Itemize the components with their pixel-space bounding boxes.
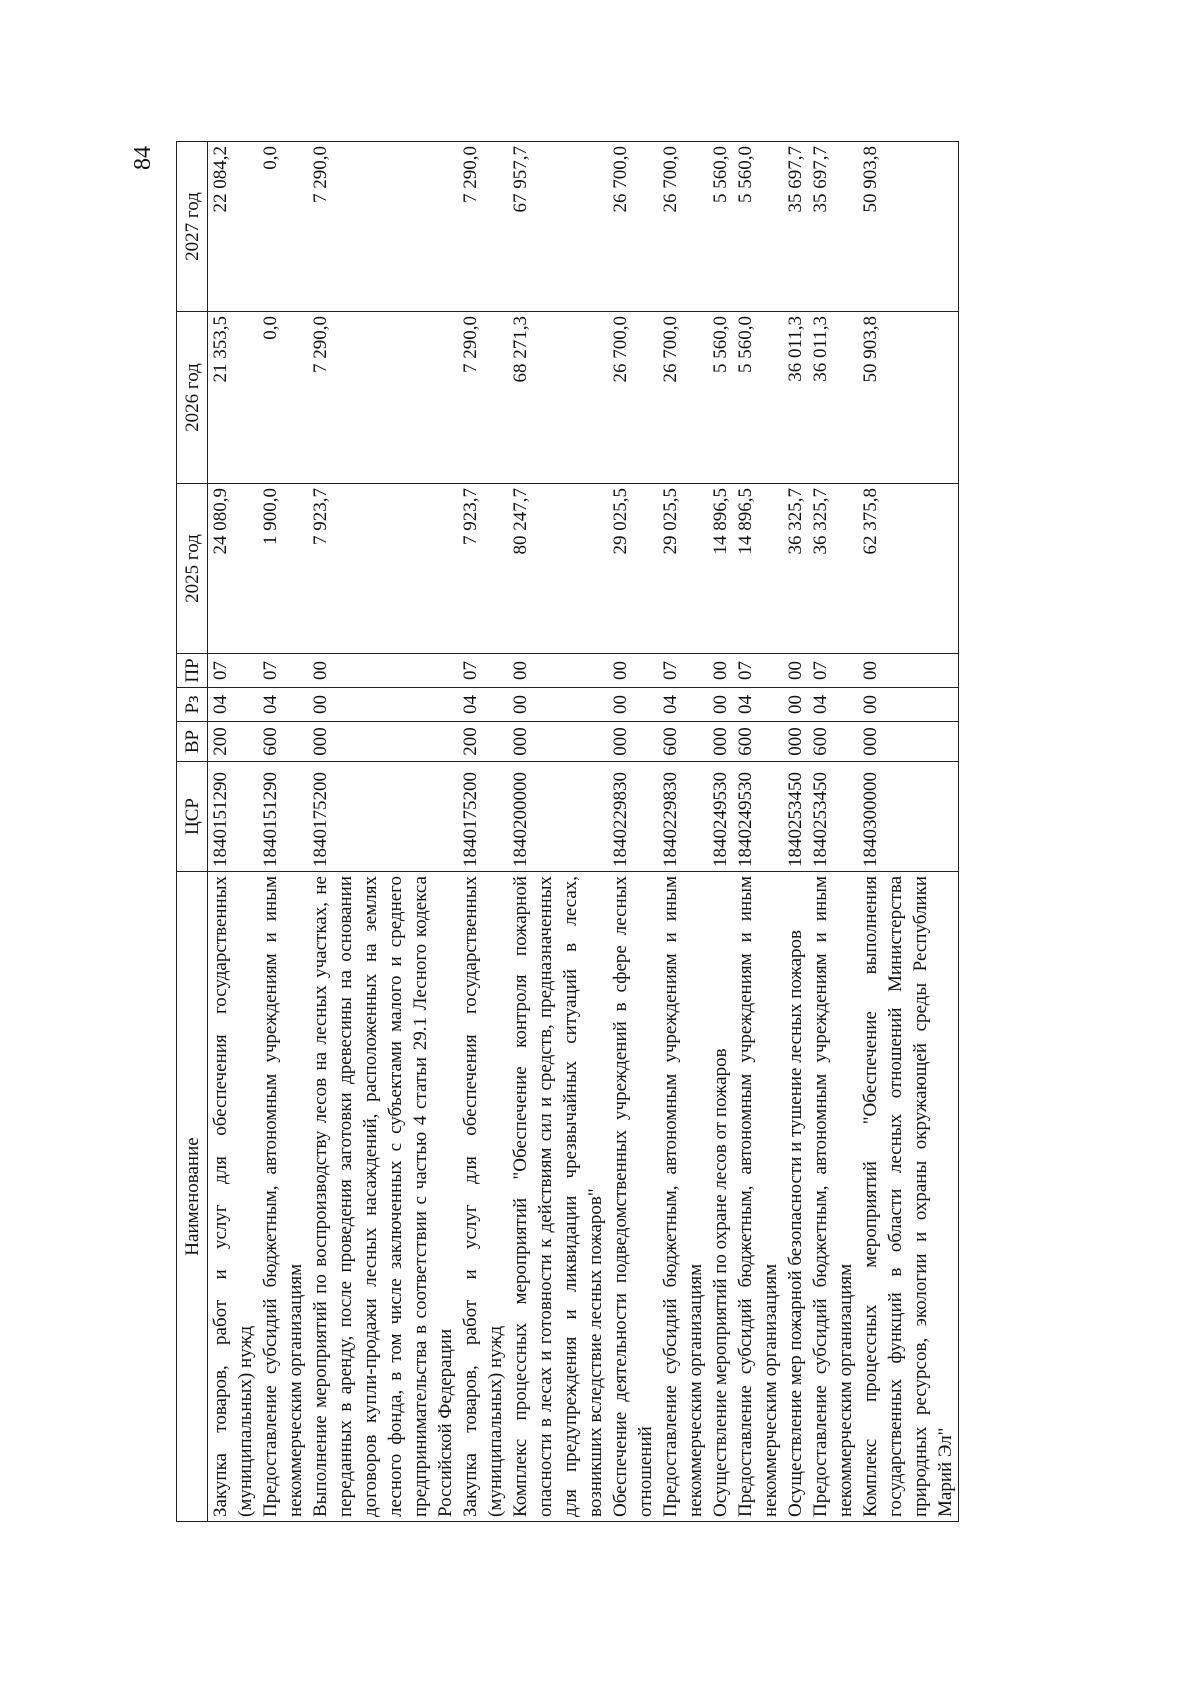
cell-2027: 7 290,0 bbox=[458, 142, 508, 312]
cell-pr: 07 bbox=[733, 654, 783, 688]
cell-2025: 36 325,7 bbox=[783, 484, 808, 654]
header-name: Наименование bbox=[177, 872, 208, 1522]
table-row bbox=[658, 142, 708, 1522]
cell-csr: 1840249530 bbox=[708, 762, 733, 872]
cell-2027: 5 560,0 bbox=[733, 142, 783, 312]
cell-csr: 1840229830 bbox=[608, 762, 658, 872]
cell-2025: 62 375,8 bbox=[858, 484, 959, 654]
cell-2027: 35 697,7 bbox=[783, 142, 808, 312]
cell-2026: 50 903,8 bbox=[858, 312, 959, 484]
cell-csr: 1840200000 bbox=[508, 762, 608, 872]
cell-vr: 000 bbox=[858, 722, 959, 762]
cell-pr: 07 bbox=[808, 654, 858, 688]
cell-csr: 1840253450 bbox=[808, 762, 858, 872]
cell-2025: 7 923,7 bbox=[458, 484, 508, 654]
cell-pr: 07 bbox=[658, 654, 708, 688]
cell-vr: 200 bbox=[458, 722, 508, 762]
cell-name: Обеспечение деятельности подведомственных учреждений в сфере лесных отношений bbox=[608, 872, 658, 1522]
cell-vr: 000 bbox=[308, 722, 458, 762]
cell-name: Комплекс процессных мероприятий "Обеспечение выполнения государственных функций в области лесных отношений Министерства природных ресурсов, экологии и охраны окружающей среды Республики Марий Эл" bbox=[858, 872, 959, 1522]
cell-name: Предоставление субсидий бюджетным, автономным учреждениям и иным некоммерческим организациям bbox=[258, 872, 308, 1522]
cell-2026: 68 271,3 bbox=[508, 312, 608, 484]
cell-name: Осуществление мер пожарной безопасности и тушение лесных пожаров bbox=[783, 872, 808, 1522]
cell-pr: 07 bbox=[208, 654, 259, 688]
cell-2027: 26 700,0 bbox=[608, 142, 658, 312]
cell-pr: 00 bbox=[508, 654, 608, 688]
cell-csr: 1840175200 bbox=[458, 762, 508, 872]
cell-vr: 000 bbox=[608, 722, 658, 762]
budget-table bbox=[176, 141, 959, 1522]
header-2025: 2025 год bbox=[177, 484, 208, 654]
cell-2026: 7 290,0 bbox=[458, 312, 508, 484]
header-2026: 2026 год bbox=[177, 312, 208, 484]
cell-2026: 26 700,0 bbox=[608, 312, 658, 484]
cell-name: Выполнение мероприятий по воспроизводству лесов на лесных участках, не переданных в аренду, после проведения заготовки древесины на основании договоров купли-продажи лесных насаждений, расположенных на землях лесного фонда, в том числе заключенных с субъектами малого и среднего предпринимательства в соответствии с частью 4 статьи 29.1 Лесного кодекса Российской Федерации bbox=[308, 872, 458, 1522]
cell-rz: 00 bbox=[858, 688, 959, 722]
cell-2026: 36 011,3 bbox=[808, 312, 858, 484]
cell-2027: 22 084,2 bbox=[208, 142, 259, 312]
cell-rz: 04 bbox=[258, 688, 308, 722]
cell-2027: 50 903,8 bbox=[858, 142, 959, 312]
cell-rz: 00 bbox=[708, 688, 733, 722]
cell-2025: 80 247,7 bbox=[508, 484, 608, 654]
cell-2027: 35 697,7 bbox=[808, 142, 858, 312]
cell-pr: 07 bbox=[258, 654, 308, 688]
cell-vr: 000 bbox=[508, 722, 608, 762]
cell-rz: 04 bbox=[658, 688, 708, 722]
header-vr: ВР bbox=[177, 722, 208, 762]
cell-vr: 600 bbox=[733, 722, 783, 762]
cell-2025: 36 325,7 bbox=[808, 484, 858, 654]
cell-2025: 1 900,0 bbox=[258, 484, 308, 654]
cell-pr: 00 bbox=[308, 654, 458, 688]
table-row bbox=[508, 142, 608, 1522]
table-body bbox=[208, 142, 959, 1522]
page-number: 84 bbox=[130, 146, 156, 170]
table-row bbox=[458, 142, 508, 1522]
cell-2027: 26 700,0 bbox=[658, 142, 708, 312]
header-2027: 2027 год bbox=[177, 142, 208, 312]
cell-name: Закупка товаров, работ и услуг для обеспечения государственных (муниципальных) нужд bbox=[208, 872, 259, 1522]
cell-2027: 5 560,0 bbox=[708, 142, 733, 312]
table-row bbox=[308, 142, 458, 1522]
cell-pr: 00 bbox=[783, 654, 808, 688]
cell-2025: 14 896,5 bbox=[733, 484, 783, 654]
cell-2026: 21 353,5 bbox=[208, 312, 259, 484]
cell-2027: 67 957,7 bbox=[508, 142, 608, 312]
cell-name: Комплекс процессных мероприятий "Обеспечение контроля пожарной опасности в лесах и готовности к действиям сил и средств, предназначенных для предупреждения и ликвидации чрезвычайных ситуаций в лесах, возникших вследствие лесных пожаров" bbox=[508, 872, 608, 1522]
cell-2026: 36 011,3 bbox=[783, 312, 808, 484]
cell-2025: 14 896,5 bbox=[708, 484, 733, 654]
cell-csr: 1840151290 bbox=[208, 762, 259, 872]
cell-vr: 600 bbox=[808, 722, 858, 762]
cell-csr: 1840175200 bbox=[308, 762, 458, 872]
cell-2025: 29 025,5 bbox=[658, 484, 708, 654]
cell-vr: 600 bbox=[658, 722, 708, 762]
cell-vr: 600 bbox=[258, 722, 308, 762]
cell-name: Закупка товаров, работ и услуг для обеспечения государственных (муниципальных) нужд bbox=[458, 872, 508, 1522]
cell-name: Осуществление мероприятий по охране лесов от пожаров bbox=[708, 872, 733, 1522]
cell-2025: 29 025,5 bbox=[608, 484, 658, 654]
header-pr: ПР bbox=[177, 654, 208, 688]
cell-csr: 1840300000 bbox=[858, 762, 959, 872]
cell-2026: 5 560,0 bbox=[733, 312, 783, 484]
table-row bbox=[208, 142, 259, 1522]
cell-pr: 00 bbox=[608, 654, 658, 688]
header-row bbox=[177, 142, 208, 1522]
cell-2026: 7 290,0 bbox=[308, 312, 458, 484]
cell-csr: 1840253450 bbox=[783, 762, 808, 872]
table-row bbox=[733, 142, 783, 1522]
cell-2027: 7 290,0 bbox=[308, 142, 458, 312]
cell-rz: 00 bbox=[508, 688, 608, 722]
table-row bbox=[808, 142, 858, 1522]
cell-csr: 1840229830 bbox=[658, 762, 708, 872]
cell-2025: 24 080,9 bbox=[208, 484, 259, 654]
cell-rz: 04 bbox=[808, 688, 858, 722]
cell-vr: 200 bbox=[208, 722, 259, 762]
cell-2026: 26 700,0 bbox=[658, 312, 708, 484]
table-row bbox=[608, 142, 658, 1522]
cell-rz: 00 bbox=[783, 688, 808, 722]
cell-rz: 00 bbox=[608, 688, 658, 722]
table-row bbox=[858, 142, 959, 1522]
header-rz: Рз bbox=[177, 688, 208, 722]
cell-name: Предоставление субсидий бюджетным, автономным учреждениям и иным некоммерческим организациям bbox=[733, 872, 783, 1522]
cell-pr: 00 bbox=[858, 654, 959, 688]
cell-2026: 0,0 bbox=[258, 312, 308, 484]
header-csr: ЦСР bbox=[177, 762, 208, 872]
cell-pr: 00 bbox=[708, 654, 733, 688]
cell-csr: 1840151290 bbox=[258, 762, 308, 872]
cell-name: Предоставление субсидий бюджетным, автономным учреждениям и иным некоммерческим организациям bbox=[808, 872, 858, 1522]
cell-2025: 7 923,7 bbox=[308, 484, 458, 654]
cell-rz: 00 bbox=[308, 688, 458, 722]
cell-rz: 04 bbox=[208, 688, 259, 722]
table-row bbox=[708, 142, 733, 1522]
cell-vr: 000 bbox=[783, 722, 808, 762]
cell-vr: 000 bbox=[708, 722, 733, 762]
cell-csr: 1840249530 bbox=[733, 762, 783, 872]
table-header bbox=[177, 142, 208, 1522]
cell-rz: 04 bbox=[733, 688, 783, 722]
cell-name: Предоставление субсидий бюджетным, автономным учреждениям и иным некоммерческим организациям bbox=[658, 872, 708, 1522]
cell-pr: 07 bbox=[458, 654, 508, 688]
cell-rz: 04 bbox=[458, 688, 508, 722]
table-row bbox=[258, 142, 308, 1522]
table-row bbox=[783, 142, 808, 1522]
cell-2026: 5 560,0 bbox=[708, 312, 733, 484]
cell-2027: 0,0 bbox=[258, 142, 308, 312]
